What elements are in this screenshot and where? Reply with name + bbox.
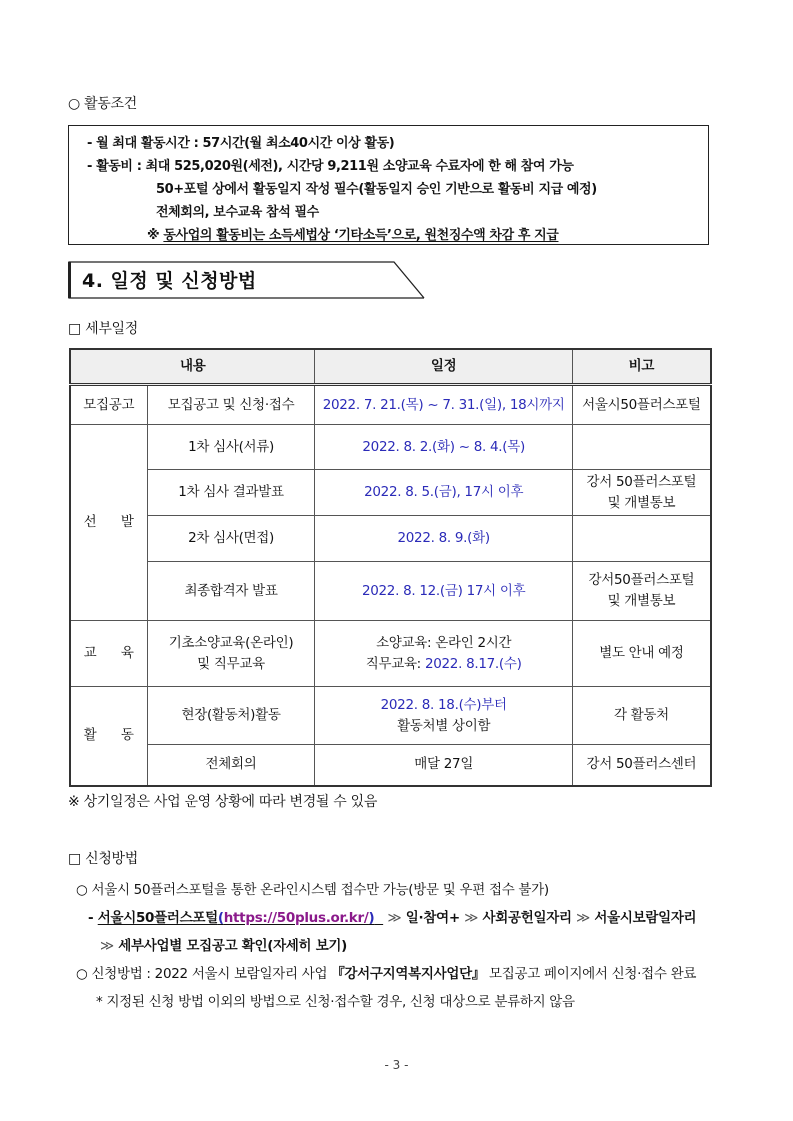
date-cell: 2022. 8. 18.(수)부터 활동처별 상이함: [315, 687, 572, 745]
table-row: [70, 687, 711, 745]
section-heading-text: 4. 일정 및 신청방법: [82, 270, 257, 292]
group-recruit: 모집공고: [70, 385, 147, 425]
chevron-right-icon: ≫: [576, 910, 590, 926]
note-cell: 강서50플러스포털 및 개별통보: [572, 562, 711, 621]
path-step-2: 사회공헌일자리: [482, 910, 572, 926]
schedule-title-text: 세부일정: [85, 321, 138, 337]
note-cell: 각 활동처: [572, 687, 711, 745]
table-row: [70, 425, 711, 470]
portal-url: https://50plus.or.kr/: [223, 910, 369, 926]
condition-log-required: 50+포털 상에서 활동일지 작성 필수(활동일지 승인 기반으로 활동비 지급 예정): [156, 182, 597, 197]
condition-meeting-required: 전체회의, 보수교육 참석 필수: [156, 205, 319, 220]
table-row: [70, 516, 711, 562]
circle-bullet-icon: ○: [68, 96, 80, 112]
conditions-box: [68, 125, 709, 245]
note-cell: 별도 안내 예정: [572, 621, 711, 687]
item-cell: 전체회의: [147, 745, 315, 786]
apply-path-line2: [100, 934, 347, 954]
date-cell: 2022. 8. 5.(금), 17시 이후: [315, 470, 572, 516]
table-row: [70, 470, 711, 516]
condition-tax-note: [147, 224, 558, 243]
group-selection: 선 발: [70, 425, 147, 621]
date-cell: 2022. 8. 2.(화) ~ 8. 4.(목): [315, 425, 572, 470]
apply-title-text: 신청방법: [85, 851, 138, 867]
chevron-right-icon: ≫: [464, 910, 479, 926]
date-cell: 2022. 7. 21.(목) ~ 7. 31.(일), 18시까지: [315, 385, 572, 425]
table-row: [70, 385, 711, 425]
page-number: - 3 -: [384, 1058, 409, 1072]
table-header-row: [70, 349, 711, 385]
header-content: 내용: [70, 349, 315, 385]
portal-link[interactable]: 서울시50플러스포털(https://50plus.or.kr/): [97, 910, 375, 926]
note-cell: 강서 50플러스포털 및 개별통보: [572, 470, 711, 516]
table-row: [70, 562, 711, 621]
apply-item-method: ○ 신청방법 : 2022 서울시 보람일자리 사업 『강서구지역복지사업단』 모집공고 페이지에서 신청·접수 완료: [76, 966, 697, 982]
apply-title: [68, 848, 138, 868]
note-cell: 강서 50플러스센터: [572, 745, 711, 786]
note-cell: 서울시50플러스포털: [572, 385, 711, 425]
group-activity: 활 동: [70, 687, 147, 786]
chevron-right-icon: ≫: [387, 910, 402, 926]
apply-note: * 지정된 신청 방법 이외의 방법으로 신청·접수할 경우, 신청 대상으로 분류하지 않음: [96, 994, 575, 1010]
table-row: [70, 745, 711, 786]
group-education: 교 육: [70, 621, 147, 687]
date-cell: 소양교육: 온라인 2시간 직무교육: 2022. 8.17.(수): [315, 621, 572, 687]
note-cell: [572, 516, 711, 562]
condition-max-hours: - 월 최대 활동시간 : 57시간(월 최소40시간 이상 활동): [87, 136, 395, 151]
date-cell: 매달 27일: [315, 745, 572, 786]
schedule-footnote: ※ 상기일정은 사업 운영 상황에 따라 변경될 수 있음: [68, 794, 378, 810]
conditions-title: [68, 93, 137, 113]
condition-activity-fee: - 활동비 : 최대 525,020원(세전), 시간당 9,211원 소양교육 수료자에 한 해 참여 가능: [87, 159, 574, 174]
square-bullet-icon: □: [68, 321, 81, 337]
item-cell: 모집공고 및 신청·접수: [147, 385, 315, 425]
item-cell: 2차 심사(면접): [147, 516, 315, 562]
header-schedule: 일정: [315, 349, 572, 385]
item-cell: 1차 심사 결과발표: [147, 470, 315, 516]
chevron-right-icon: ≫: [100, 938, 114, 954]
item-cell: 최종합격자 발표: [147, 562, 315, 621]
item-cell: 기초소양교육(온라인) 및 직무교육: [147, 621, 315, 687]
date-cell: 2022. 8. 9.(화): [315, 516, 572, 562]
path-step-4: 세부사업별 모집공고 확인(자세히 보기): [118, 938, 348, 954]
header-remarks: 비고: [572, 349, 711, 385]
item-cell: 현장(활동처)활동: [147, 687, 315, 745]
table-row: [70, 621, 711, 687]
path-step-1: 일·참여+: [405, 910, 460, 926]
apply-path-line1: - 서울시50플러스포털(https://50plus.or.kr/) ≫ 일·참여+ ≫ 사회공헌일자리 ≫ 서울시보람일자리: [88, 910, 697, 926]
section-heading: [68, 261, 428, 299]
conditions-title-text: 활동조건: [84, 96, 137, 112]
item-cell: 1차 심사(서류): [147, 425, 315, 470]
tax-note-text: 동사업의 활동비는 소득세법상 ‘기타소득’으로, 원천징수액 차감 후 지급: [163, 228, 559, 243]
square-bullet-icon: □: [68, 851, 81, 867]
note-cell: [572, 425, 711, 470]
project-name: 『강서구지역복지사업단』: [331, 966, 486, 982]
path-step-3: 서울시보람일자리: [594, 910, 697, 926]
schedule-title: [68, 318, 138, 338]
date-cell: 2022. 8. 12.(금) 17시 이후: [315, 562, 572, 621]
schedule-table: [69, 348, 712, 787]
reference-mark-icon: ※: [147, 228, 160, 243]
apply-item-online-only: ○ 서울시 50플러스포털을 통한 온라인시스템 접수만 가능(방문 및 우편 접수 불가): [76, 882, 549, 898]
